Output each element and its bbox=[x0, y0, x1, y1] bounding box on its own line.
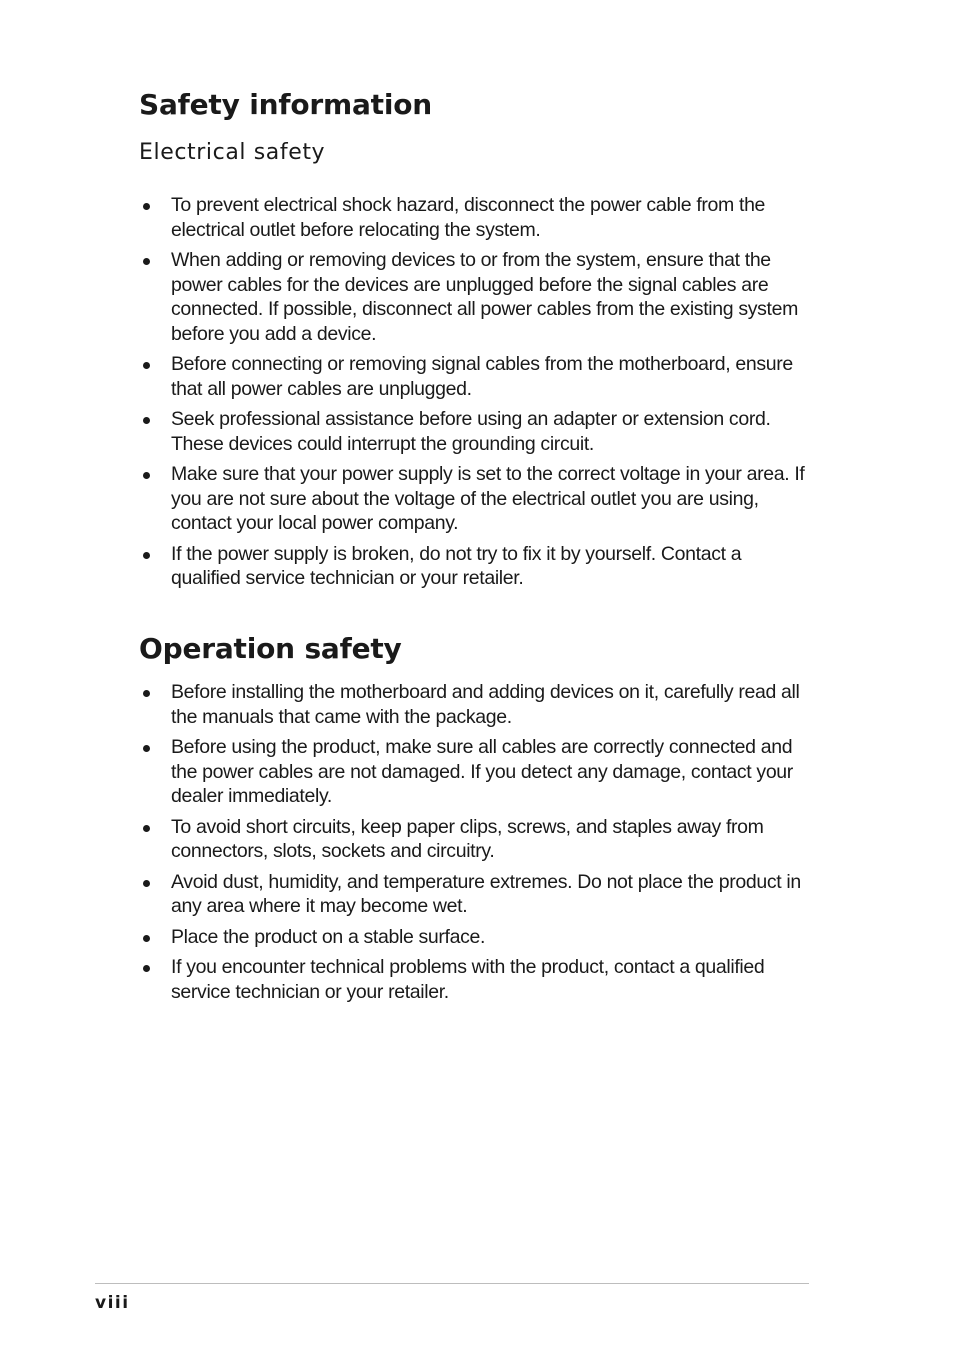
page-number: viii bbox=[95, 1293, 130, 1313]
list-item bbox=[139, 193, 809, 242]
list-item-text: When adding or removing devices to or from the system, ensure that the power cables for the devices are unplugged before the signal cables are connected. If possible, disconnect all power cables from the existing system before you add a device. bbox=[171, 249, 798, 345]
list-item bbox=[139, 955, 809, 1004]
bullet-icon bbox=[143, 935, 150, 942]
list-item bbox=[139, 542, 809, 591]
list-item bbox=[139, 925, 809, 950]
subsection-title-electrical-safety: Electrical safety bbox=[139, 140, 326, 165]
operation-safety-list bbox=[139, 680, 809, 1010]
list-item-text: Seek professional assistance before using an adapter or extension cord. These devices could interrupt the grounding circuit. bbox=[171, 408, 771, 455]
list-item bbox=[139, 248, 809, 346]
bullet-icon bbox=[143, 880, 150, 887]
list-item bbox=[139, 815, 809, 864]
list-item-text: Place the product on a stable surface. bbox=[171, 925, 486, 948]
bullet-icon bbox=[143, 362, 150, 369]
footer-divider bbox=[95, 1283, 809, 1284]
list-item-text: To prevent electrical shock hazard, disconnect the power cable from the electrical outlet before relocating the system. bbox=[171, 194, 766, 241]
list-item bbox=[139, 870, 809, 919]
list-item bbox=[139, 352, 809, 401]
list-item-text: If you encounter technical problems with the product, contact a qualified service technician or your retailer. bbox=[171, 956, 765, 1003]
bullet-icon bbox=[143, 472, 150, 479]
electrical-safety-list bbox=[139, 193, 809, 597]
bullet-icon bbox=[143, 417, 150, 424]
bullet-icon bbox=[143, 825, 150, 832]
section-title-safety-information: Safety information bbox=[139, 88, 432, 121]
list-item-text: Before installing the motherboard and adding devices on it, carefully read all the manuals that came with the package. bbox=[171, 681, 800, 728]
list-item-text: Make sure that your power supply is set to the correct voltage in your area. If you are not sure about the voltage of the electrical outlet you are using, contact your local power company. bbox=[171, 463, 805, 534]
section-title-operation-safety: Operation safety bbox=[139, 632, 402, 665]
list-item-text: Before connecting or removing signal cables from the motherboard, ensure that all power cables are unplugged. bbox=[171, 353, 793, 400]
bullet-icon bbox=[143, 258, 150, 265]
list-item-text: If the power supply is broken, do not try to fix it by yourself. Contact a qualified service technician or your retailer. bbox=[171, 542, 742, 589]
bullet-icon bbox=[143, 965, 150, 972]
bullet-icon bbox=[143, 203, 150, 210]
bullet-icon bbox=[143, 690, 150, 697]
list-item-text: Avoid dust, humidity, and temperature extremes. Do not place the product in any area where it may become wet. bbox=[171, 870, 801, 917]
bullet-icon bbox=[143, 745, 150, 752]
list-item bbox=[139, 735, 809, 809]
list-item-text: Before using the product, make sure all cables are correctly connected and the power cables are not damaged. If you detect any damage, contact your dealer immediately. bbox=[171, 736, 793, 807]
list-item bbox=[139, 680, 809, 729]
list-item bbox=[139, 462, 809, 536]
list-item-text: To avoid short circuits, keep paper clips, screws, and staples away from connectors, slots, sockets and circuitry. bbox=[171, 815, 764, 862]
bullet-icon bbox=[143, 552, 150, 559]
list-item bbox=[139, 407, 809, 456]
